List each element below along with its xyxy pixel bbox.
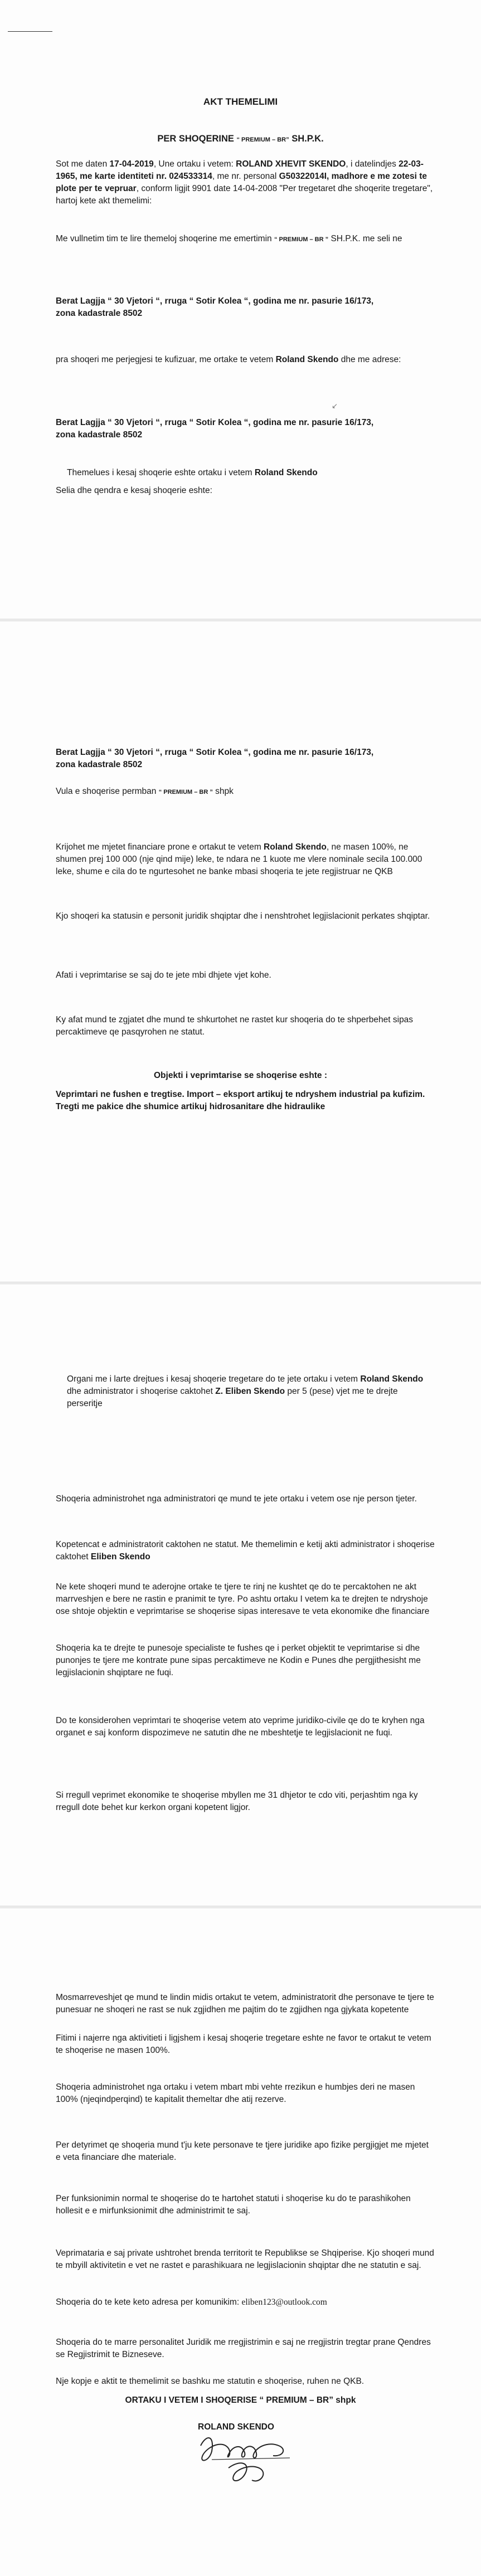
seat-paragraph: Selia dhe qendra e kesaj shoqerie eshte: <box>56 486 212 495</box>
company-name: “ PREMIUM – BR” <box>236 136 289 143</box>
document-title: AKT THEMELIMI <box>203 96 278 107</box>
signer-name: ROLAND SKENDO <box>198 2422 274 2432</box>
subtitle-prefix: PER SHOQERINE <box>157 134 234 144</box>
page-break <box>0 618 481 622</box>
objects-heading: Objekti i veprimtarise se shoqerise eshte : <box>154 1071 327 1080</box>
activities-paragraph: Do te konsiderohen veprimtari te shoqerise vetem ato veprime juridiko-civile qe do te kryhen nga organet e saj konform dispozimeve ne satutin dhe ne mbeshtetje te legjislacionit ne fuqi. <box>56 1716 425 1738</box>
operation-paragraph: Per funksionimin normal te shoqerise do te hartohet statuti i shoqerise ku do te parashikohen hollesit e e mirfunksionimit dhe administrimit te saj. <box>56 2194 411 2216</box>
document-subtitle <box>0 134 481 144</box>
handwritten-signature <box>190 2429 307 2496</box>
objects-paragraph: Veprimtari ne fushen e tregtise. Import – eksport artikuj te ndryshem industrial pa kufizim. Tregti me pakice dhe shumice artikuj hidrosanitare dhe hidraulike <box>56 1090 425 1111</box>
closing-heading: ORTAKU I VETEM I SHOQERISE “ PREMIUM – BR” shpk <box>125 2396 356 2405</box>
staff-paragraph: Shoqeria ka te drejte te punesoje specialiste te fushes qe i perket objektit te veprimtarise si dhe punonjes te tjere me kontrate pune sipas percaktimeve ne Kodin e Punes dhe pergjithesisht me legjislacionin shqiptare ne fuqi. <box>56 1643 421 1677</box>
seal-paragraph: Vula e shoqerise permban “ PREMIUM – BR ” shpk <box>56 787 234 796</box>
email-paragraph: Shoqeria do te kete keto adresa per komunikim: eliben123@outlook.com <box>56 2297 327 2307</box>
territory-paragraph: Veprimataria e saj private ushtrohet brenda territorit te Republikse se Shqiperise. Kjo shoqeri mund te mbyill aktivitetin e vet ne rastet e parashikuara ne legjislacionin shqiptar dhe ne statutin e saj. <box>56 2248 434 2270</box>
admin-paragraph-1: Shoqeria administrohet nga administratori qe mund te jete ortaku i vetem ose nje person tjeter. <box>56 1494 417 1504</box>
page-break <box>0 1281 481 1285</box>
admin-paragraph-3: Ne kete shoqeri mund te aderojne ortake te tjere te rinj ne kushtet qe do te percaktohen ne akt marrveshjen e bere ne rastin e pranimit te tyre. Po ashtu ortaku I vetem ka te drejten te ndryshoje ose shtoje objektin e veprimtarise se shoqerise sipas interesave te veta ekonomike dhe financiare <box>56 1582 430 1616</box>
organs-paragraph: Organi me i larte drejtues i kesaj shoqerie tregetare do te jete ortaku i vetem Roland Skendo dhe administrator i shoqerise caktohet Z. Eliben Skendo per 5 (pese) vjet me te drejte perseritje <box>67 1374 424 1408</box>
subtitle-suffix: SH.P.K. <box>291 134 324 144</box>
debts-paragraph: Per detyrimet qe shoqeria mund t'ju kete personave te tjere juridike apo fizike pergjigjet me mjetet e veta financiare dhe materiale. <box>56 2140 429 2162</box>
profit-paragraph: Fitimi i najerre nga aktivitieti i ligjshem i kesaj shoqerie tregetare eshte ne favor te ortakut te vetem te shoqerise ne masen 100%. <box>56 2033 431 2055</box>
email-address: eliben123@outlook.com <box>241 2297 327 2307</box>
tick-mark: ↙ <box>332 402 338 411</box>
representative-address: Berat Lagjja “ 30 Vjetori “, rruga “ Sotir Kolea “, godina me nr. pasurie 16/173, zona kadastrale 8502 <box>56 418 374 440</box>
registration-paragraph: Shoqeria do te marre personalitet Juridik me rregjistrimin e saj ne rregjistrin tregtar prane Qendres se Regjistrimit te Bizneseve. <box>56 2338 431 2359</box>
representative-paragraph: pra shoqeri me perjegjesi te kufizuar, me ortake te vetem Roland Skendo dhe me adrese: <box>56 355 401 364</box>
decision-paragraph: Me vullnetim tim te lire themeloj shoqerine me emertimin “ PREMIUM – BR ” SH.P.K. me seli ne <box>56 234 402 243</box>
page-break <box>0 1905 481 1909</box>
admin-paragraph-2: Kopetencat e administratorit caktohen ne statut. Me themelimin e ketij akti administrator i shoqerise caktohet Eliben Skendo <box>56 1540 435 1562</box>
capital-paragraph: Krijohet me mjetet financiare prone e ortakut te vetem Roland Skendo, ne masen 100%, ne shumen prej 100 000 (nje qind mije) leke, te ndara ne 1 kuote me vlere nominale secila 100.000 leke, shume e cila do te ngurtesohet ne banke mbasi shoqeria te jete regjistruar ne QKB <box>56 842 422 876</box>
extension-paragraph: Ky afat mund te zgjatet dhe mund te shkurtohet ne rastet kur shoqeria do te shperbehet sipas percaktimeve qe pasqyrohen ne statut. <box>56 1015 414 1037</box>
disputes-paragraph: Mosmarreveshjet qe mund te lindin midis ortakut te vetem, administratorit dhe personave te tjere te punesuar ne shoqeri ne rast se nuk zgjidhen me pajtim do te zgjidhen nga gjykata kopetente <box>56 1993 434 2014</box>
liability-paragraph: Shoqeria administrohet nga ortaku i vetem mbart mbi vehte rrezikun e humbjes deri ne masen 100% (njeqindperqind) te kapitalit themeltar dhe atij rezerve. <box>56 2082 415 2104</box>
intro-paragraph: Sot me daten 17-04-2019, Une ortaku i vetem: ROLAND XHEVIT SKENDO, i datelindjes 22-03-1965, me karte identiteti nr. 024533314, me nr. personal G50322014I, madhore e me zotesi te plote per te vepruar, conform ligjit 9901 date 14-04-2008 "Per tregetaret dhe shoqerite tregetare", hartoj kete akt themelimi: <box>56 159 433 206</box>
statute-paragraph: Kjo shoqeri ka statusin e personit juridik shqiptar dhe i nenshtrohet legjislacionit perkates shqiptar. <box>56 911 430 921</box>
fiscal-year-paragraph: Si rregull veprimet ekonomike te shoqerise mbyllen me 31 dhjetor te cdo viti, perjashtim nga ky rregull dote behet kur kerkon organi kopetent ligjor. <box>56 1790 418 1812</box>
founder-paragraph: Themelues i kesaj shoqerie eshte ortaku i vetem Roland Skendo <box>67 468 318 477</box>
duration-paragraph: Afati i veprimtarise se saj do te jete mbi dhjete vjet kohe. <box>56 970 271 980</box>
margin-stroke <box>8 31 52 32</box>
seat-address-2: Berat Lagjja “ 30 Vjetori “, rruga “ Sotir Kolea “, godina me nr. pasurie 16/173, zona kadastrale 8502 <box>56 748 374 769</box>
seat-address: Berat Lagjja “ 30 Vjetori “, rruga “ Sotir Kolea “, godina me nr. pasurie 16/173, zona kadastrale 8502 <box>56 296 374 318</box>
copies-paragraph: Nje kopje e aktit te themelimit se bashku me statutin e shoqerise, ruhen ne QKB. <box>56 2377 365 2386</box>
